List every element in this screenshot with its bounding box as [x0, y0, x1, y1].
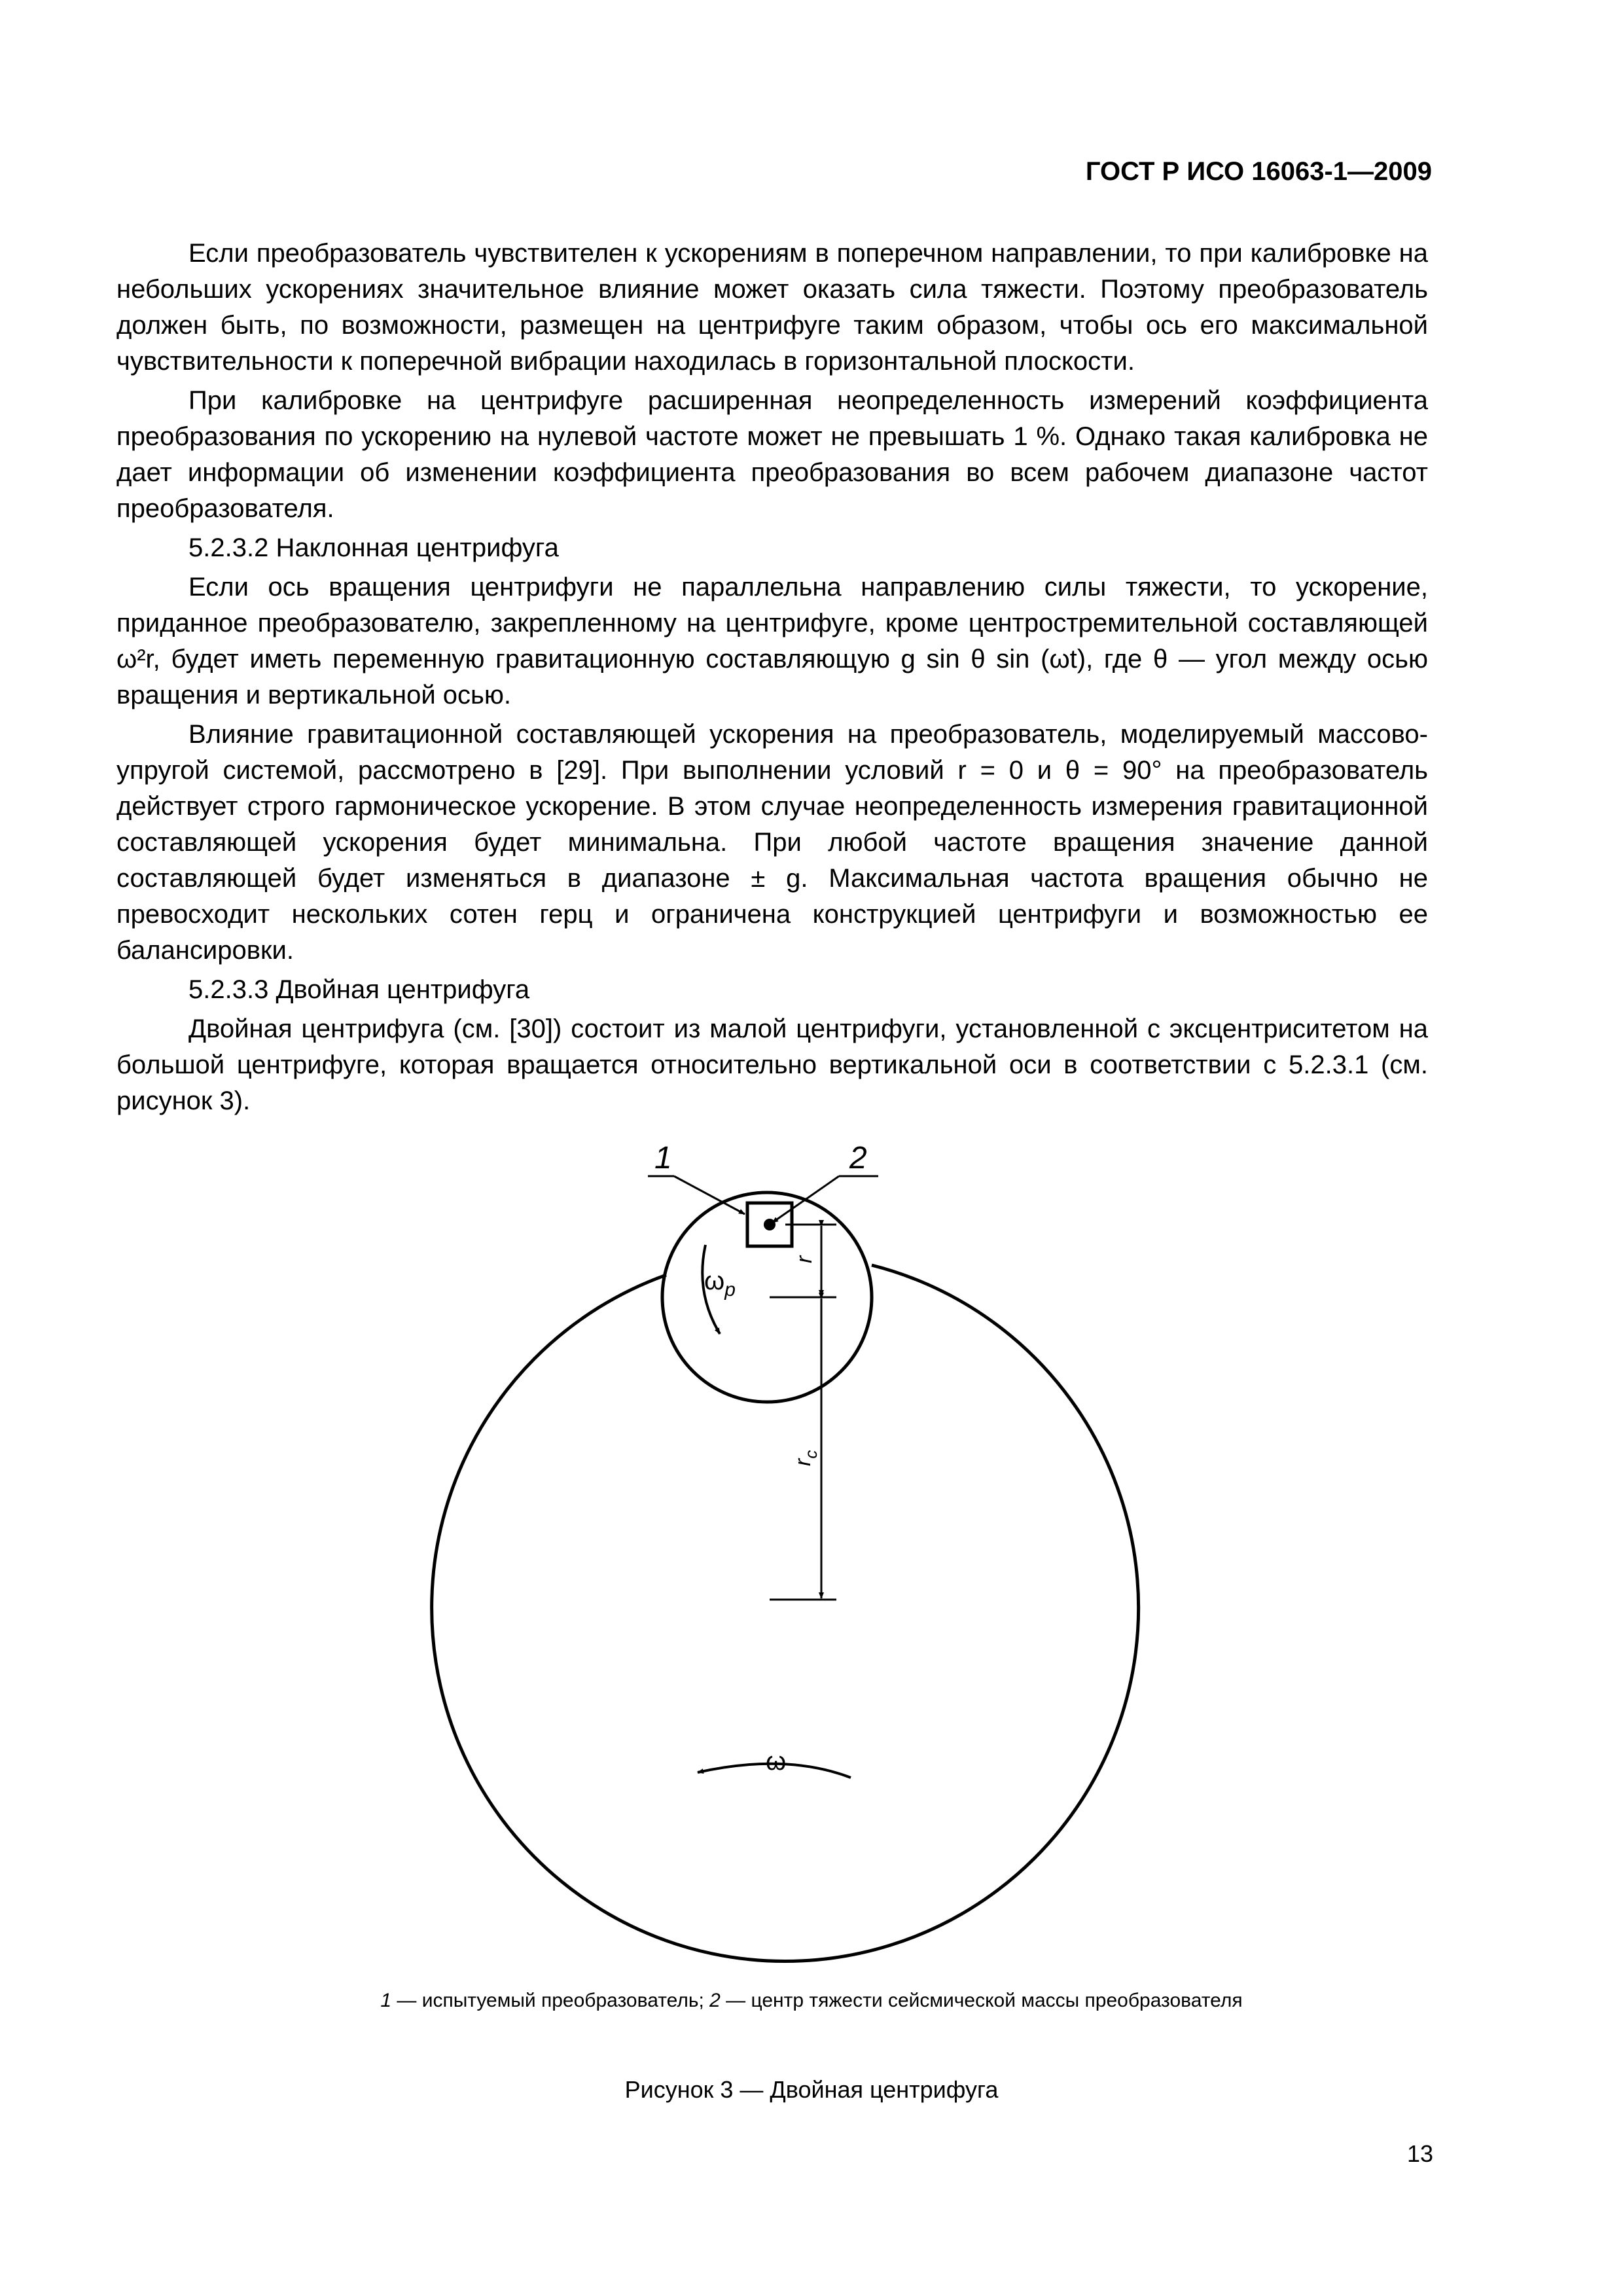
label-r: r: [792, 1255, 817, 1263]
label-rc: $r_c$: [791, 1450, 821, 1466]
double-centrifuge-diagram: [0, 1113, 1623, 2121]
label-omega-p: $\omega_p$: [704, 1266, 736, 1300]
legend-text-2: — центр тяжести сейсмической массы преобразователя: [720, 1990, 1243, 2011]
label-1: 1: [654, 1141, 672, 1175]
page-number: 13: [1406, 2140, 1433, 2167]
paragraph-inclined-axis: Если ось вращения центрифуги не параллельна направлению силы тяжести, то ускорение, приданное преобразователю, закрепленному на центрифуге, кроме центростремительной составляющей ω²r, будет иметь переменную гравитационную составляющую g sin θ sin (ωt), где θ — угол между осью вращения и вертикальной осью.: [116, 573, 1428, 709]
legend-number-2: 2: [709, 1990, 721, 2011]
paragraph-calibration-uncertainty: При калибровке на центрифуге расширенная неопределенность измерений коэффициента преобразования по ускорению на нулевой частоте может не превышать 1 %. Однако такая калибровка не дает информации об изменении коэффициента преобразования во всем рабочем диапазоне частот преобразователя.: [116, 386, 1428, 523]
document-header: ГОСТ Р ИСО 16063-1—2009: [1085, 157, 1432, 186]
body-text: [116, 236, 1428, 1119]
paragraph-gravitational-component: Влияние гравитационной составляющей ускорения на преобразователь, моделируемый массово-упругой системой, рассмотрено в [29]. При выполнении условий r = 0 и θ = 90° на преобразователь действует строго гармоническое ускорение. В этом случае неопределенность измерения гравитационной составляющей ускорения будет минимальна. При любой частоте вращения значение данной составляющей будет изменяться в диапазоне ± g. Максимальная частота вращения обычно не превосходит нескольких сотен герц и ограничена конструкцией центрифуги и возможностью ее балансировки.: [116, 720, 1428, 965]
figure-legend: [0, 1990, 1623, 2012]
label-2-leader: [772, 1176, 839, 1223]
label-2: 2: [849, 1141, 867, 1175]
label-omega: ω: [766, 1747, 787, 1776]
legend-text-1: — испытуемый преобразователь;: [391, 1990, 710, 2011]
figure-title: Рисунок 3 — Двойная центрифуга: [624, 2076, 999, 2103]
paragraph-transverse-sensitivity: Если преобразователь чувствителен к ускорениям в поперечном направлении, то при калибровке на небольших ускорениях значительное влияние может оказать сила тяжести. Поэтому преобразователь должен быть, по возможности, размещен на центрифуге таким образом, чтобы ось его максимальной чувствительности к поперечной вибрации находилась в горизонтальной плоскости.: [116, 239, 1428, 376]
paragraph-double-centrifuge: Двойная центрифуга (см. [30]) состоит из малой центрифуги, установленной с эксцентриситетом на большой центрифуге, которая вращается относительно вертикальной оси в соответствии с 5.2.3.1 (см. рисунок 3).: [116, 1014, 1428, 1115]
legend-number-1: 1: [380, 1990, 392, 2011]
subsection-heading-inclined-centrifuge: 5.2.3.2 Наклонная центрифуга: [188, 533, 559, 562]
subsection-heading-double-centrifuge: 5.2.3.3 Двойная центрифуга: [188, 975, 530, 1004]
large-centrifuge-circle: [432, 1265, 1139, 1962]
